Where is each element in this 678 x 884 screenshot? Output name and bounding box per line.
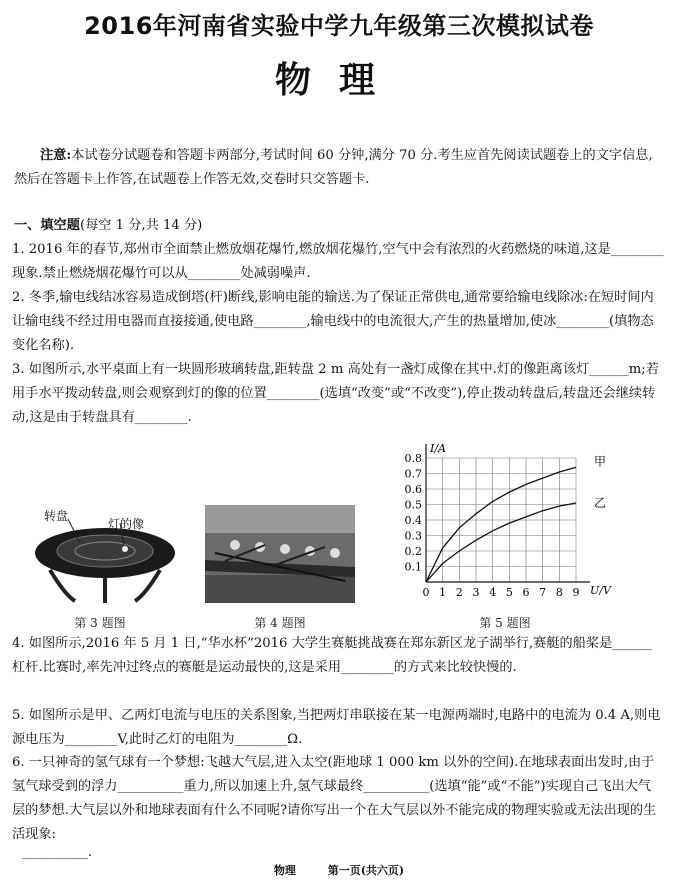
series-label: 乙 <box>594 495 607 510</box>
series-label: 甲 <box>594 454 607 469</box>
y-tick-label: 0.2 <box>404 545 422 558</box>
rowing-photo-drawing <box>205 505 355 603</box>
series-line <box>426 503 576 582</box>
iu-chart <box>398 430 628 605</box>
figure-5-caption: 第 5 题图 <box>479 616 531 630</box>
footer-page: 第一页(共六页) <box>327 864 405 877</box>
question-3: 3. 如图所示,水平桌面上有一块圆形玻璃转盘,距转盘 2 m 高处有一盏灯成像在其中.灯的像距离该灯______m;若用手水平拨动转盘,则会观察到灯的像的位置________(选填“改变”或“不改变”),停止拨动转盘后,转盘还会继续转动,这是由于转盘具有________. <box>12 362 659 425</box>
x-tick-label: 6 <box>522 586 530 599</box>
x-tick-label: 1 <box>439 586 447 599</box>
note-label: 注意: <box>40 148 72 163</box>
question-1: 1. 2016 年的春节,郑州市全面禁止燃放烟花爆竹,燃放烟花爆竹,空气中会有浓烈的火药燃烧的味道,这是________现象.禁止燃烧烟花爆竹可以从________处减弱噪声. <box>12 242 664 281</box>
y-tick-label: 0.4 <box>404 514 422 527</box>
section-heading <box>14 214 664 238</box>
x-tick-label: 5 <box>505 586 513 599</box>
figure-4-rowing-photo <box>205 505 355 603</box>
x-tick-label: 3 <box>472 586 480 599</box>
y-tick-label: 0.5 <box>404 498 422 512</box>
question-6: 6. 一只神奇的氢气球有一个梦想:飞越大气层,进入太空(距地球 1 000 km 以外的空间).在地球表面出发时,由于氢气球受到的浮力__________重力,所以加速上升,氢气球最终__________(选填“能”或“不能”)实现自己飞出大气层的梦想.大气层以外和地球表面有什么不同呢?请你写出一个在大气层以外不能完成的物理实验或无法出现的生活现象: <box>12 755 657 842</box>
x-tick-label: 9 <box>572 586 580 599</box>
y-tick-label: 0.7 <box>404 467 422 481</box>
figure-3-turntable <box>20 505 180 605</box>
page-footer <box>0 862 678 878</box>
exam-note <box>14 144 664 192</box>
x-tick-label: 7 <box>539 586 547 599</box>
figure-3-caption: 第 3 题图 <box>74 616 126 630</box>
question-6-tail: __________. <box>22 845 93 860</box>
x-tick-label: 0 <box>422 586 430 599</box>
question-5: 5. 如图所示是甲、乙两灯电流与电压的关系图象,当把两灯串联接在某一电源两端时,电路中的电流为 0.4 A,则电源电压为________V,此时乙灯的电阻为________Ω. <box>12 708 661 747</box>
y-axis-label: I/A <box>430 442 446 455</box>
note-text: 本试卷分试题卷和答题卡两部分,考试时间 60 分钟,满分 70 分.考生应首先阅读试题卷上的文字信息,然后在答题卡上作答,在试题卷上作答无效,交卷时只交答题卡. <box>14 148 653 187</box>
y-tick-label: 0.8 <box>404 452 422 465</box>
x-tick-label: 2 <box>455 586 463 599</box>
y-tick-label: 0.1 <box>404 560 422 574</box>
x-tick-label: 4 <box>489 586 497 599</box>
y-tick-label: 0.6 <box>404 483 422 496</box>
figure-4-caption: 第 4 题图 <box>254 616 306 630</box>
subject-title: 物理 <box>274 60 403 101</box>
section-title: 一、填空题 <box>14 218 80 233</box>
question-2: 2. 冬季,输电线结冰容易造成倒塔(杆)断线,影响电能的输送.为了保证正常供电,通常要给输电线除冰:在短时间内让输电线不经过用电器而直接接通,使电路________,输电线中的电流很大,产生的热量增加,使冰________(填物态变化名称). <box>12 290 654 353</box>
section-detail: (每空 1 分,共 14 分) <box>79 218 203 233</box>
label-lamp-image: 灯的像 <box>108 517 145 531</box>
exam-title: 2016年河南省实验中学九年级第三次模拟试卷 <box>84 12 594 40</box>
question-4: 4. 如图所示,2016 年 5 月 1 日,“华水杯”2016 大学生赛艇挑战赛在郑东新区龙子湖举行,赛艇的船桨是______杠杆.比赛时,率先冲过终点的赛艇是运动最快的,这是采用________的方式来比较快慢的. <box>12 636 652 675</box>
figure-5-graph <box>398 430 628 605</box>
x-tick-label: 8 <box>555 586 563 599</box>
footer-subject: 物理 <box>273 864 296 877</box>
label-turntable: 转盘 <box>44 509 69 523</box>
x-axis-label: U/V <box>590 584 611 597</box>
y-tick-label: 0.3 <box>404 529 422 543</box>
series-line <box>426 467 576 582</box>
